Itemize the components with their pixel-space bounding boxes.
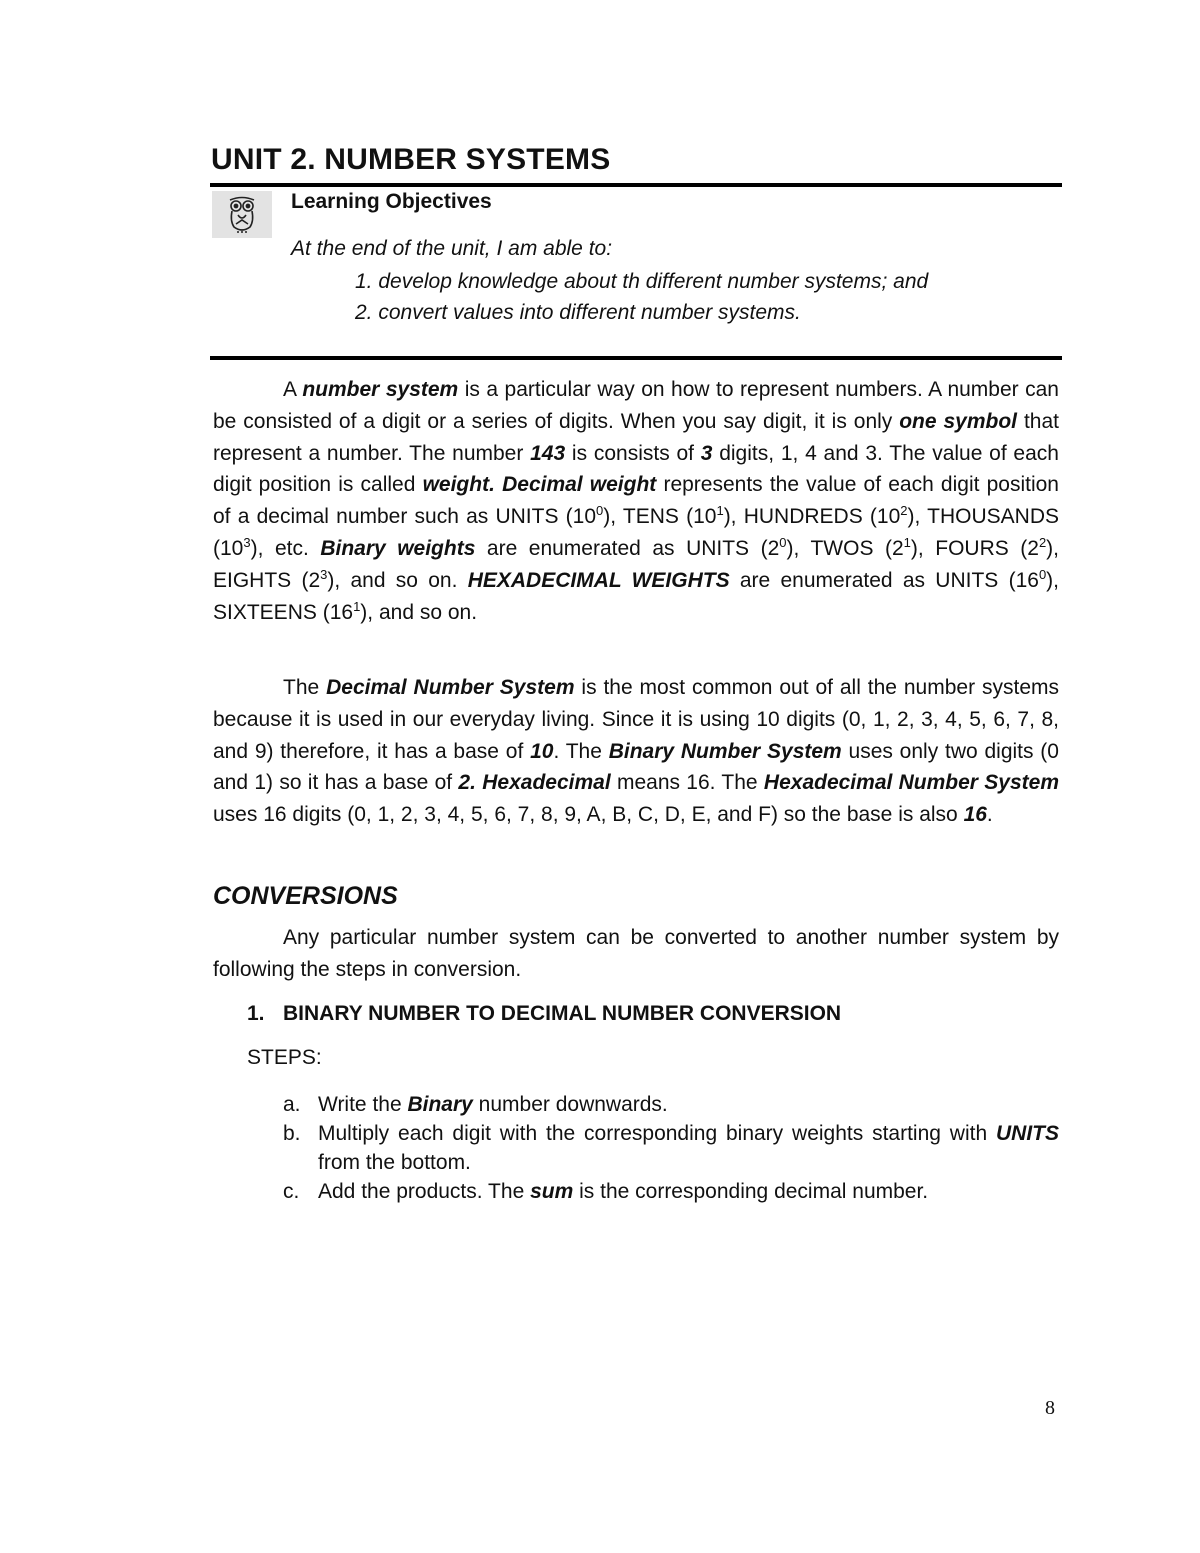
objective-item: 1. develop knowledge about th different number systems; and [355,270,929,293]
owl-icon [212,191,272,238]
bottom-divider [210,356,1062,360]
steps-label: STEPS: [247,1046,322,1069]
conversions-intro: Any particular number system can be converted to another number system by following the steps in conversion. [213,926,1059,981]
step-item: b. Multiply each digit with the corresponding binary weights starting with UNITS from the bottom. [283,1122,1059,1174]
decimal-system-paragraph: The Decimal Number System is the most common out of all the number systems because it is used in our everyday living. Since it is using 10 digits (0, 1, 2, 3, 4, 5, 6, 7, 8, and 9) therefore, it has a base of 10. The Binary Number System uses only two digits (0 and 1) so it has a base of 2. Hexadecimal means 16. The Hexadecimal Number System uses 16 digits (0, 1, 2, 3, 4, 5, 6, 7, 8, 9, A, B, C, D, E, and F) so the base is also 16. [213,676,1059,827]
step-item: c. Add the products. The sum is the corresponding decimal number. [283,1180,929,1203]
number-system-paragraph: A number system is a particular way on how to represent numbers. A number can be consisted of a digit or a series of digits. When you say digit, it is only one symbol that represent a number. The number 143 is consists of 3 digits, 1, 4 and 3. The value of each digit position is called weight. Decimal weight represents the value of each digit position of a decimal number such as UNITS $(10^0)$, TENS $(10^1)$, HUNDREDS $(10^2)$, THOUSANDS $(10^3)$, etc. Binary weights are enumerated as UNITS $(2^0)$, TWOS $(2^1)$, FOURS $(2^2)$, EIGHTS $(2^3)$, and so on. HEXADECIMAL WEIGHTS are enumerated as UNITS $(16^0)$, SIXTEENS $(16^1)$, and so on. [213,378,1059,624]
page-number: 8 [1045,1397,1055,1419]
step-item: a. Write the Binary number downwards. [283,1093,668,1116]
objectives-list [355,266,928,328]
objective-item: 2. convert values into different number systems. [355,301,801,324]
unit-title: UNIT 2. NUMBER SYSTEMS [211,143,611,176]
learning-objectives-heading: Learning Objectives [291,190,492,213]
top-divider [210,183,1062,187]
steps-list [283,1090,1059,1206]
binary-to-decimal-heading: 1. BINARY NUMBER TO DECIMAL NUMBER CONVERSION [247,1002,842,1025]
conversions-heading: CONVERSIONS [213,882,398,910]
objectives-intro: At the end of the unit, I am able to: [291,237,613,260]
